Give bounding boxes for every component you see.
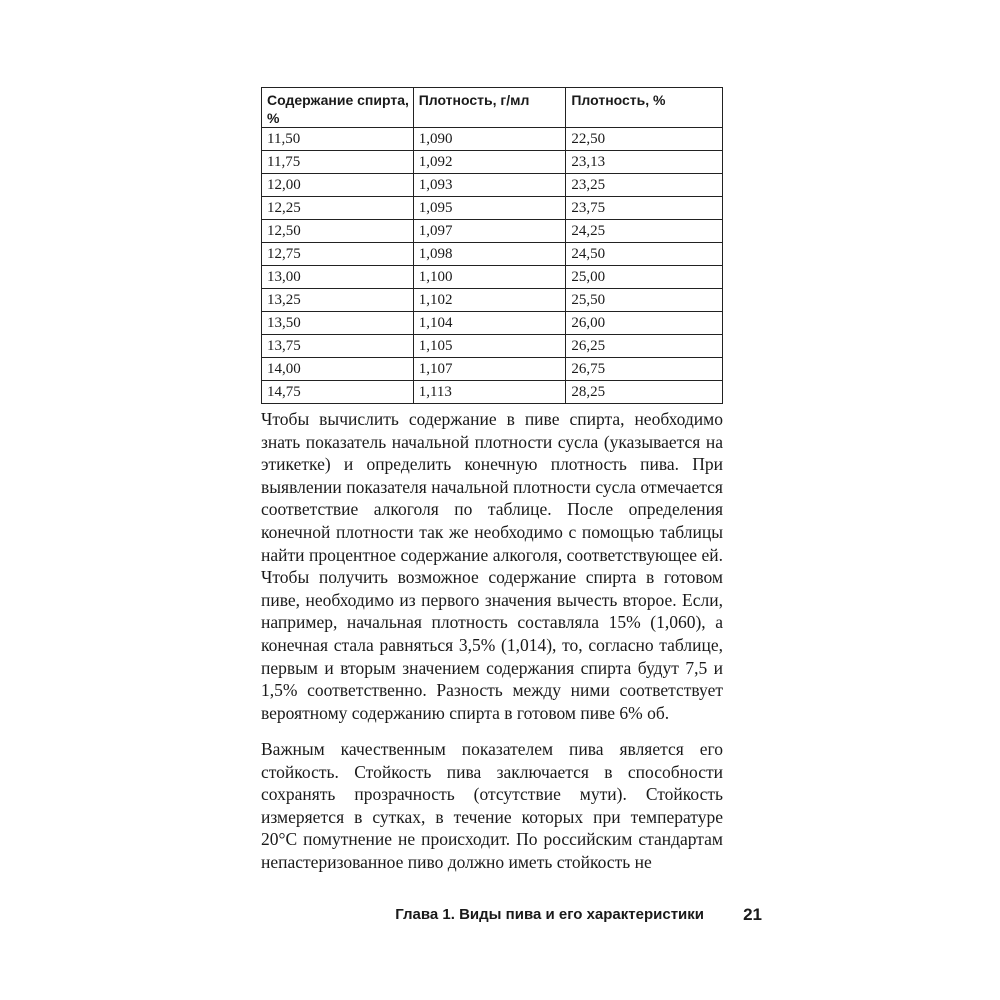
cell-density-gml: 1,107 bbox=[413, 358, 566, 381]
table-row bbox=[262, 312, 723, 335]
cell-density-gml: 1,093 bbox=[413, 174, 566, 197]
cell-alcohol: 14,75 bbox=[262, 381, 414, 404]
cell-density-percent: 24,50 bbox=[566, 243, 723, 266]
table-row bbox=[262, 358, 723, 381]
cell-density-gml: 1,095 bbox=[413, 197, 566, 220]
cell-density-percent: 26,25 bbox=[566, 335, 723, 358]
table-row bbox=[262, 381, 723, 404]
header-alcohol: Содержание спирта, % bbox=[262, 88, 414, 128]
cell-density-percent: 25,00 bbox=[566, 266, 723, 289]
cell-alcohol: 14,00 bbox=[262, 358, 414, 381]
header-density-percent: Плотность, % bbox=[566, 88, 723, 128]
cell-alcohol: 13,50 bbox=[262, 312, 414, 335]
cell-alcohol: 12,75 bbox=[262, 243, 414, 266]
cell-density-percent: 26,75 bbox=[566, 358, 723, 381]
cell-density-percent: 23,13 bbox=[566, 151, 723, 174]
cell-density-percent: 24,25 bbox=[566, 220, 723, 243]
cell-density-gml: 1,105 bbox=[413, 335, 566, 358]
table-row bbox=[262, 243, 723, 266]
cell-density-percent: 25,50 bbox=[566, 289, 723, 312]
cell-alcohol: 13,00 bbox=[262, 266, 414, 289]
table-row bbox=[262, 151, 723, 174]
table-row bbox=[262, 174, 723, 197]
running-footer-chapter: Глава 1. Виды пива и его характеристики bbox=[395, 906, 704, 923]
table-row bbox=[262, 220, 723, 243]
cell-density-gml: 1,104 bbox=[413, 312, 566, 335]
cell-density-gml: 1,113 bbox=[413, 381, 566, 404]
cell-density-gml: 1,102 bbox=[413, 289, 566, 312]
cell-alcohol: 13,25 bbox=[262, 289, 414, 312]
cell-density-gml: 1,090 bbox=[413, 128, 566, 151]
table-row bbox=[262, 335, 723, 358]
table-row bbox=[262, 128, 723, 151]
table-row bbox=[262, 266, 723, 289]
paragraph-beer-stability: Важным качественным показателем пива является его стойкость. Стойкость пива заключается в способности сохранять прозрачность (отсутствие мути). Стойкость измеряется в сутках, в течение которых при температуре 20°C помутнение не происходит. По российским стандартам непастеризованное пиво должно иметь стойкость не bbox=[261, 739, 723, 872]
cell-density-percent: 23,75 bbox=[566, 197, 723, 220]
cell-alcohol: 11,75 bbox=[262, 151, 414, 174]
table-row bbox=[262, 197, 723, 220]
cell-density-gml: 1,097 bbox=[413, 220, 566, 243]
page-number: 21 bbox=[743, 905, 762, 924]
cell-alcohol: 11,50 bbox=[262, 128, 414, 151]
density-table bbox=[261, 87, 723, 404]
cell-density-gml: 1,092 bbox=[413, 151, 566, 174]
cell-density-gml: 1,100 bbox=[413, 266, 566, 289]
table-row bbox=[262, 289, 723, 312]
cell-density-percent: 26,00 bbox=[566, 312, 723, 335]
cell-density-percent: 28,25 bbox=[566, 381, 723, 404]
cell-alcohol: 12,50 bbox=[262, 220, 414, 243]
header-density-gml: Плотность, г/мл bbox=[413, 88, 566, 128]
cell-alcohol: 13,75 bbox=[262, 335, 414, 358]
cell-alcohol: 12,00 bbox=[262, 174, 414, 197]
cell-density-gml: 1,098 bbox=[413, 243, 566, 266]
cell-density-percent: 22,50 bbox=[566, 128, 723, 151]
cell-alcohol: 12,25 bbox=[262, 197, 414, 220]
paragraph-alcohol-calculation: Чтобы вычислить содержание в пиве спирта, необходимо знать показатель начальной плотности сусла (указывается на этикетке) и определить конечную плотность пива. При выявлении показателя начальной плотности сусла отмечается соответствие алкоголя по таблице. После определения конечной плотности так же необходимо с помощью таблицы найти процентное содержание алкоголя, соответствующее ей. Чтобы получить возможное содержание спирта в готовом пиве, необходимо из первого значения вычесть второе. Если, например, начальная плотность составляла 15% (1,060), а конечная стала равняться 3,5% (1,014), то, согласно таблице, первым и вторым значением содержания спирта будут 7,5 и 1,5% соответственно. Разность между ними соответствует вероятному содержанию спирта в готовом пиве 6% об. bbox=[261, 409, 723, 723]
cell-density-percent: 23,25 bbox=[566, 174, 723, 197]
table-header-row bbox=[262, 88, 723, 128]
